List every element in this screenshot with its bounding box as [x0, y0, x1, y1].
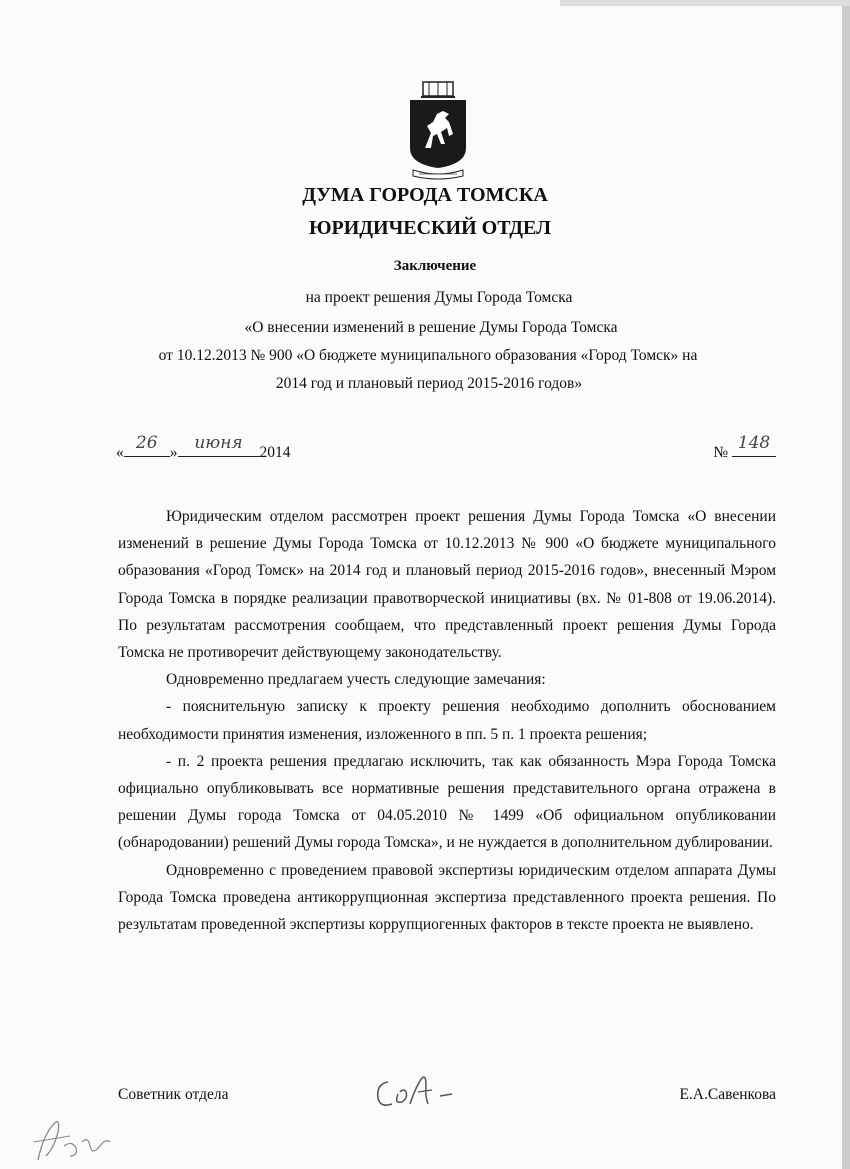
paragraph-remark-2: - п. 2 проекта решения предлагаю исключить, так как обязанность Мэра Города Томска официально опубликовывать все нормативные решения представительного органа отражена в решении Думы города Томска от 04.05.2010 № 1499 «Об официальном опубликовании (обнародовании) решений Думы города Томска», и не нуждается в дополнительном дублировании. — [118, 752, 776, 852]
number-value: 148 — [737, 433, 771, 453]
date-open-quote: « — [116, 444, 124, 461]
date-close-quote: » — [169, 444, 178, 461]
date-day: 26 — [135, 433, 158, 453]
number-blank — [732, 433, 776, 457]
signer-name: Е.А.Савенкова — [679, 1086, 776, 1103]
scan-edge-top — [560, 0, 850, 6]
tomsk-coat-of-arms-icon — [405, 78, 471, 180]
signer-title: Советник отдела — [118, 1086, 229, 1103]
paragraph-anticorruption: Одновременно с проведением правовой экспертизы юридическим отделом аппарата Думы Города Томска проведена антикоррупционная экспертиза представленного проекта решения. По результатам проведенной экспертизы коррупциогенных факторов в тексте проекта не выявлено. — [118, 861, 776, 934]
scan-edge — [842, 0, 850, 1169]
organization-title: ДУМА ГОРОДА ТОМСКА — [302, 184, 548, 206]
subject-line-2: «О внесении изменений в решение Думы Города Томска — [244, 319, 618, 336]
paragraph-remark-1: - пояснительную записку к проекту решения необходимо дополнить обоснованием необходимости принятия изменения, изложенного в пп. 5 п. 1 проекта решения; — [118, 698, 776, 743]
document-body — [118, 503, 776, 938]
department-title: ЮРИДИЧЕСКИЙ ОТДЕЛ — [308, 217, 552, 239]
document-number — [713, 433, 776, 462]
date-month-blank — [178, 433, 260, 457]
date-month: июня — [194, 433, 243, 453]
handwritten-initials — [30, 1112, 115, 1166]
date-number-line — [116, 434, 776, 464]
subject-line-3: от 10.12.2013 № 900 «О бюджете муниципального образования «Город Томск» на — [158, 347, 698, 364]
subject-line-1: на проект решения Думы Города Томска — [305, 289, 573, 306]
document-type: Заключение — [393, 258, 477, 274]
paragraph-review: Юридическим отделом рассмотрен проект решения Думы Города Томска «О внесении изменений в решение Думы Города Томска от 10.12.2013 № 900 «О бюджете муниципального образования «Город Томск» на 2014 год и плановый период 2015-2016 годов», внесенный Мэром Города Томска в порядке реализации правотворческой инициативы (вх. № 01-808 от 19.06.2014). По результатам рассмотрения сообщаем, что представленный проект решения Думы Города Томска не противоречит действующему законодательству. — [118, 508, 776, 662]
document-date — [116, 433, 291, 462]
number-label: № — [713, 444, 729, 461]
date-year: 2014 — [259, 444, 291, 461]
paragraph-remarks-intro: Одновременно предлагаем учесть следующие замечания: — [166, 671, 546, 689]
date-day-blank — [124, 433, 170, 457]
subject-line-4: 2014 год и плановый период 2015-2016 годов» — [275, 375, 583, 392]
signature-row — [118, 1086, 776, 1116]
